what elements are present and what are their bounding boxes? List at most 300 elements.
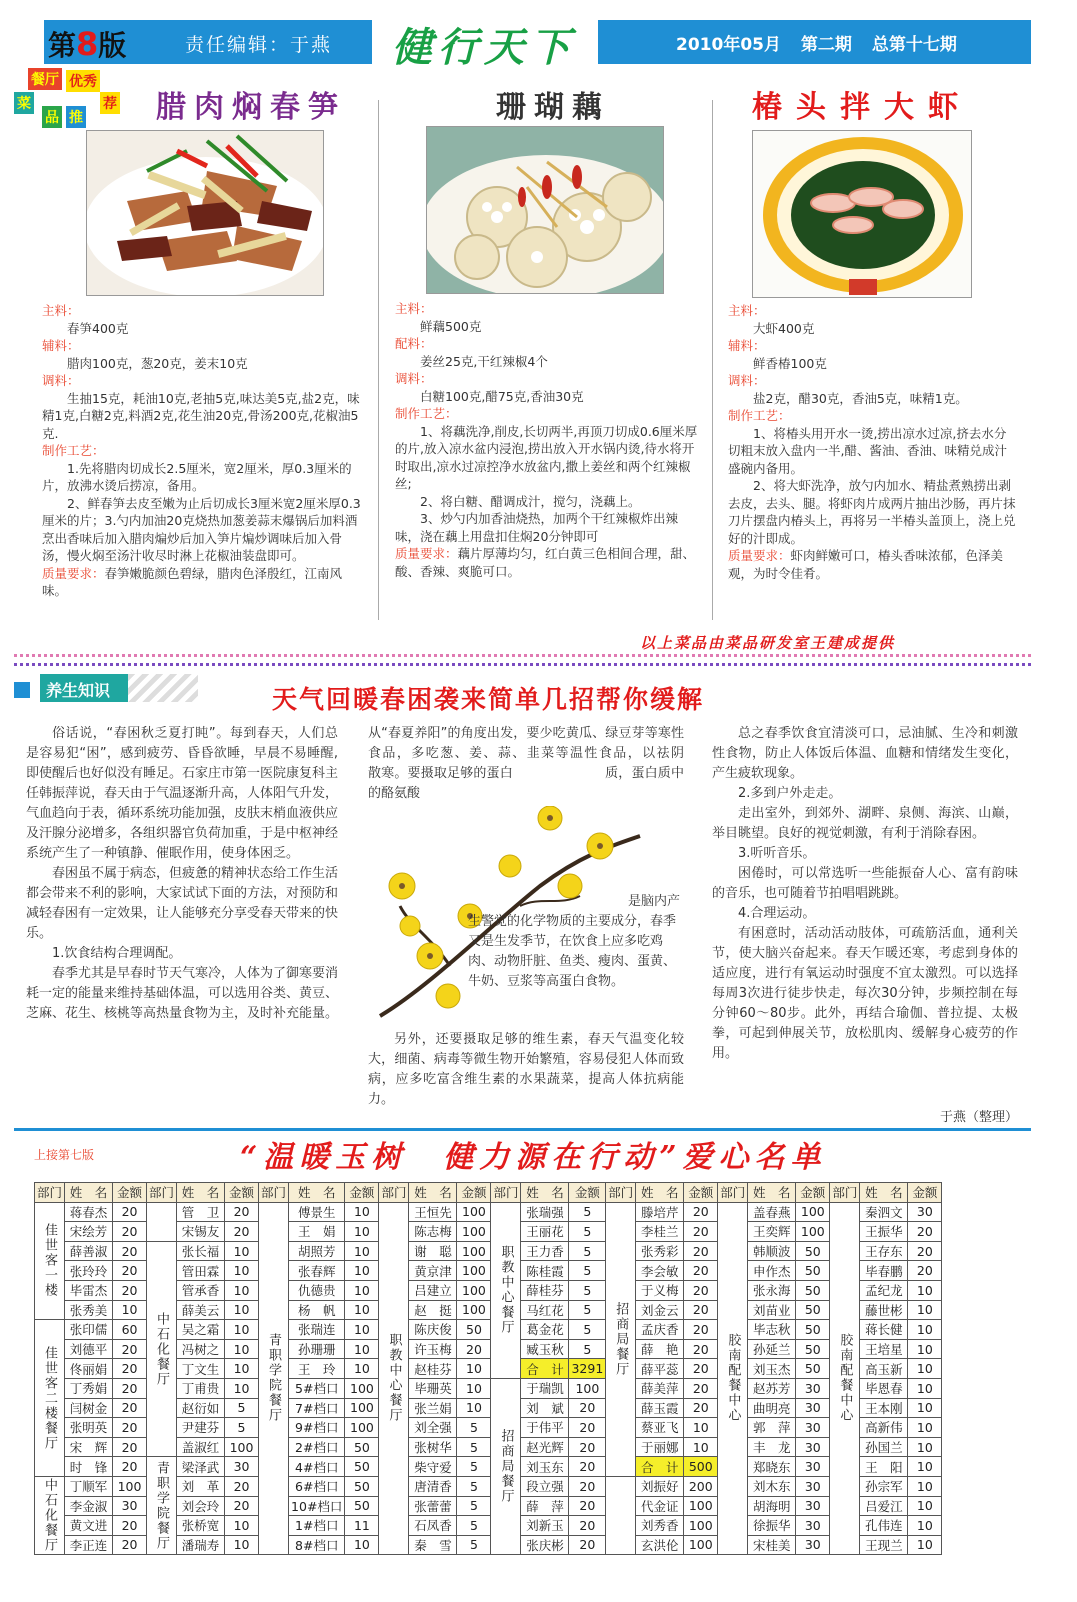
health-paragraph: 总之春季饮食宜清淡可口，忌油腻、生冷和刺激性食物，防止人体饭后体温、血糖和情绪发生变化，产生疲软现象。 — [712, 726, 1018, 781]
donor-amount: 20 — [569, 1516, 606, 1536]
recipe-text: 鲜香椿100克 — [728, 355, 827, 371]
section-square-icon — [14, 682, 30, 698]
recipe-line — [42, 460, 366, 495]
recipe-text: 藕片厚薄均匀，红白黄三色相间合理，甜、酸、香辣、爽脆可口。 — [395, 546, 696, 579]
donor-amount: 20 — [569, 1418, 606, 1438]
donor-amount: 20 — [684, 1280, 718, 1300]
donor-amount: 20 — [684, 1202, 718, 1222]
donor-name: 张树华 — [409, 1437, 457, 1457]
donor-name: 刘木东 — [748, 1476, 796, 1496]
donor-name: 柴守爱 — [409, 1457, 457, 1477]
recipe-line — [395, 405, 701, 423]
donor-amount: 20 — [684, 1300, 718, 1320]
donor-name: 李会敏 — [636, 1261, 684, 1281]
donor-amount: 20 — [113, 1437, 147, 1457]
donor-name: 王振华 — [860, 1222, 908, 1242]
donor-amount: 10 — [457, 1359, 491, 1379]
recipe-text: 盐2克，醋30克，香油5克，味精1克。 — [728, 390, 968, 406]
department-cell: 青职学院餐厅 — [147, 1457, 177, 1555]
donor-amount: 30 — [796, 1378, 830, 1398]
donor-name: 闫树金 — [65, 1398, 113, 1418]
donor-amount: 20 — [569, 1476, 606, 1496]
donor-name: 臧玉秋 — [521, 1339, 569, 1359]
donor-amount: 20 — [569, 1496, 606, 1516]
donor-amount: 100 — [457, 1241, 491, 1261]
donor-amount: 10 — [225, 1535, 259, 1555]
recommend-tag: 餐厅 优秀 菜 品 推 荐 — [14, 68, 124, 126]
table-header: 姓 名 — [636, 1183, 684, 1203]
donor-amount: 10 — [908, 1300, 942, 1320]
department-cell: 中石化餐厅 — [147, 1241, 177, 1457]
donor-name: 张桥宽 — [177, 1516, 225, 1536]
donor-amount: 20 — [225, 1496, 259, 1516]
health-paragraph: 困倦时，可以常选听一些能振奋人心、富有韵味的音乐，也可随着节拍唱唱跳跳。 — [712, 866, 1018, 901]
recipe-label: 辅料： — [728, 338, 766, 353]
donor-name: 冯树之 — [177, 1339, 225, 1359]
donor-amount: 10 — [225, 1300, 259, 1320]
health-col2-para-b: 是脑内产生警觉的化学物质的主要成分，春季又是生发季节，在饮食上应多吃鸡肉、动物肝脏、鱼类、瘦肉、蛋黄、牛奶、豆浆等高蛋白食物。 — [468, 894, 681, 989]
donor-amount: 5 — [457, 1535, 491, 1555]
donor-amount: 10 — [908, 1398, 942, 1418]
recipe-divider-1 — [378, 100, 379, 620]
table-header: 姓 名 — [177, 1183, 225, 1203]
donor-amount: 20 — [684, 1261, 718, 1281]
donor-name: 曲明亮 — [748, 1398, 796, 1418]
recipe-text: 春笋嫩脆颜色碧绿，腊肉色泽殷红，江南风味。 — [42, 565, 343, 598]
recipe-line — [395, 353, 701, 371]
donor-name: 薛 萍 — [521, 1496, 569, 1516]
donor-amount: 20 — [113, 1202, 147, 1222]
table-header: 部门 — [491, 1183, 521, 1203]
donor-name: 王本刚 — [860, 1398, 908, 1418]
donor-name: 宋桂美 — [748, 1535, 796, 1555]
recipe-label: 质量要求： — [42, 565, 105, 581]
donor-amount: 20 — [569, 1437, 606, 1457]
recipe-label: 制作工艺： — [395, 406, 458, 421]
donor-amount: 20 — [569, 1457, 606, 1477]
donor-amount: 100 — [345, 1378, 379, 1398]
donor-name: 梁泽武 — [177, 1457, 225, 1477]
table-header: 姓 名 — [521, 1183, 569, 1203]
donor-name: 高新伟 — [860, 1418, 908, 1438]
recipe-line — [395, 493, 701, 511]
donor-name: 潘瑞寿 — [177, 1535, 225, 1555]
health-paragraph: 3.听听音乐。 — [738, 846, 816, 861]
donor-name: 孟庆香 — [636, 1320, 684, 1340]
donor-name: 时 锋 — [65, 1457, 113, 1477]
recipe-text: 春笋400克 — [42, 320, 129, 336]
recipe-text: 2、将大虾洗净，放勺内加水、精盐煮熟捞出剥去皮，去头、腿。将虾肉片成两片抽出沙肠，再片抹刀片摆盘内椿头上，再将另一半椿头盖顶上，浇上兑好的汁即成。 — [728, 478, 1016, 546]
donor-name: 丁甫贵 — [177, 1378, 225, 1398]
donor-name: 毕恩春 — [860, 1378, 908, 1398]
donor-name: 王培星 — [860, 1339, 908, 1359]
donor-name: 吴之霜 — [177, 1320, 225, 1340]
issue-info: 2010年05月 第二期 总第十七期 — [676, 35, 957, 55]
table-header: 姓 名 — [65, 1183, 113, 1203]
donor-amount: 100 — [345, 1418, 379, 1438]
donor-amount: 50 — [796, 1339, 830, 1359]
donor-amount: 30 — [796, 1535, 830, 1555]
health-paragraph: 俗话说，“春困秋乏夏打盹”。每到春天，人们总是容易犯“困”，感到疲劳、昏昏欲睡，早晨不易睡醒,即使醒后也好似没有睡足。石家庄市第一医院康复科主任韩振萍说，春天由于气温逐渐升高，人体阳气升发，气血趋向于表，循环系统功能加强，皮肤末梢血液供应及汗腺分泌增多，各组织器官负荷加重，于是中枢神经系统产生了一种镇静、催眠作用，使身体困乏。 — [26, 726, 339, 861]
table-row — [35, 1202, 942, 1222]
recipe-label: 质量要求： — [395, 546, 458, 561]
recipe-line — [728, 547, 1018, 582]
department-cell: 佳世客二楼餐厅 — [35, 1320, 65, 1477]
donor-amount: 5 — [225, 1418, 259, 1438]
donor-amount: 30 — [796, 1398, 830, 1418]
donor-amount: 20 — [908, 1222, 942, 1242]
donor-name: 张玲玲 — [65, 1261, 113, 1281]
recipe-line — [42, 320, 366, 338]
table-header: 金额 — [569, 1183, 606, 1203]
donor-amount: 100 — [457, 1280, 491, 1300]
donor-name: 孙珊珊 — [289, 1339, 345, 1359]
health-paragraph: 走出室外，到郊外、湖畔、泉侧、海滨、山巅，举目眺望。良好的视觉刺激，有利于消除春困。 — [712, 806, 1018, 841]
donor-name: 盖淑红 — [177, 1437, 225, 1457]
health-column-2c — [368, 1030, 684, 1110]
donor-name: 张永海 — [748, 1280, 796, 1300]
donor-amount: 30 — [225, 1457, 259, 1477]
recipe-line — [728, 372, 1018, 390]
edition-number: 第8版 — [48, 25, 127, 63]
donor-amount: 20 — [113, 1535, 147, 1555]
donor-name: 10#档口 — [289, 1496, 345, 1516]
table-header: 部门 — [830, 1183, 860, 1203]
donor-amount: 20 — [684, 1359, 718, 1379]
recipe-text: 1、将椿头用开水一烫,捞出凉水过凉,挤去水分切粗末放入盘内一半,醋、酱油、香油、味精兑成汁盛碗内备用。 — [728, 425, 1007, 476]
donor-title: “温暖玉树 健力源在行动”爱心名单 — [240, 1140, 827, 1175]
donor-name: 韩顺波 — [748, 1241, 796, 1261]
table-header: 姓 名 — [289, 1183, 345, 1203]
donor-amount: 10 — [908, 1320, 942, 1340]
recipe-text-2 — [395, 300, 701, 580]
donor-name: 王 玲 — [289, 1359, 345, 1379]
donor-name: 滕培芹 — [636, 1202, 684, 1222]
donor-amount: 20 — [684, 1398, 718, 1418]
table-header: 金额 — [796, 1183, 830, 1203]
recipe-text: 2、将白糖、醋调成汁，搅匀，浇藕上。 — [395, 493, 641, 509]
health-col2-para-c: 另外，还要摄取足够的维生素，春天气温变化较大，细菌、病毒等微生物开始繁殖，容易侵犯人体而致病，应多吃富含维生素的水果蔬菜，提高人体抗病能力。 — [368, 1032, 684, 1107]
donor-amount: 10 — [457, 1378, 491, 1398]
recipe-line — [42, 302, 366, 320]
donor-table — [34, 1182, 942, 1555]
donor-amount: 20 — [225, 1476, 259, 1496]
donor-name: 张长福 — [177, 1241, 225, 1261]
donor-name: 丁秀娟 — [65, 1378, 113, 1398]
donor-amount: 20 — [225, 1202, 259, 1222]
department-cell — [606, 1476, 636, 1554]
donor-amount: 11 — [345, 1516, 379, 1536]
donor-name: 张秀彩 — [636, 1241, 684, 1261]
recipe-line — [395, 423, 701, 493]
donor-name: 宋锡友 — [177, 1222, 225, 1242]
donor-amount: 10 — [345, 1300, 379, 1320]
donor-name: 王存东 — [860, 1241, 908, 1261]
recipe-line — [42, 390, 366, 443]
donor-name: 丰 龙 — [748, 1437, 796, 1457]
donor-amount: 10 — [345, 1222, 379, 1242]
donor-name: 赵 挺 — [409, 1300, 457, 1320]
donor-name: 张春辉 — [289, 1261, 345, 1281]
department-cell: 招商局餐厅 — [491, 1378, 521, 1554]
recipe-line — [42, 565, 366, 600]
donor-name: 高玉新 — [860, 1359, 908, 1379]
brand-title: 健行天下 — [392, 24, 576, 71]
donor-name: 蒋长健 — [860, 1320, 908, 1340]
table-header: 金额 — [225, 1183, 259, 1203]
health-paragraph: 春困虽不属于病态，但疲惫的精神状态给工作生活都会带来不利的影响，大家试试下面的方法，对预防和减轻春困有一定效果，让人能够充分享受春天带来的快乐。 — [26, 866, 339, 941]
donor-name: 6#档口 — [289, 1476, 345, 1496]
donor-amount: 50 — [796, 1261, 830, 1281]
donor-name: 王现兰 — [860, 1535, 908, 1555]
photo-bacon-bamboo — [86, 130, 324, 296]
donor-name: 张瑞连 — [289, 1320, 345, 1340]
donor-amount: 5 — [569, 1320, 606, 1340]
donor-amount: 50 — [796, 1241, 830, 1261]
recipe-text: 2、鲜春笋去皮至嫩为止后切成长3厘米宽2厘米厚0.3厘米的片；3.勺内加油20克烧热加葱姜蒜末爆锅后加料酒烹出香味后加入腊肉煸炒后加入笋片煸炒调味后加入骨汤，慢火焖至汤汁收尽时淋上花椒油装盘即可。 — [42, 495, 361, 563]
donor-name: 石凤香 — [409, 1516, 457, 1536]
donor-name: 刘玉杰 — [748, 1359, 796, 1379]
recipe-title-1: 腊肉焖春笋 — [156, 90, 346, 125]
donor-amount: 20 — [113, 1339, 147, 1359]
donor-amount: 100 — [113, 1476, 147, 1496]
recipe-text: 白糖100克,醋75克,香油30克 — [395, 388, 584, 404]
donor-name: 王恒先 — [409, 1202, 457, 1222]
donor-name: 薛美萍 — [636, 1378, 684, 1398]
donor-amount: 20 — [908, 1241, 942, 1261]
donor-name: 薛玉霞 — [636, 1398, 684, 1418]
donor-amount: 20 — [569, 1535, 606, 1555]
department-cell: 招商局餐厅 — [606, 1202, 636, 1476]
donor-amount: 20 — [113, 1280, 147, 1300]
donor-amount: 20 — [684, 1320, 718, 1340]
donor-name: 刘 革 — [177, 1476, 225, 1496]
photo-shrimp-toona — [752, 130, 972, 298]
donor-name: 黄文进 — [65, 1516, 113, 1536]
donor-amount: 10 — [908, 1418, 942, 1438]
donor-name: 丁文生 — [177, 1359, 225, 1379]
donor-amount: 50 — [796, 1320, 830, 1340]
donor-amount: 10 — [908, 1535, 942, 1555]
donor-amount: 10 — [457, 1398, 491, 1418]
health-col2-para-a: 从“春夏养阳”的角度出发，要少吃黄瓜、绿豆芽等寒性食品，多吃葱、姜、蒜、韭菜等温性食品，以祛阴 散寒。要摄取足够的蛋白 质，蛋白质中的酪氨酸 — [368, 726, 724, 801]
donor-name: 藤世彬 — [860, 1300, 908, 1320]
donor-name: 尹建芬 — [177, 1418, 225, 1438]
donor-name: 王 阳 — [860, 1457, 908, 1477]
recipe-label: 主料： — [42, 303, 80, 318]
donor-name: 宋绘芳 — [65, 1222, 113, 1242]
donor-name: 秦 雪 — [409, 1535, 457, 1555]
donor-amount: 5 — [457, 1437, 491, 1457]
donor-amount: 20 — [113, 1457, 147, 1477]
table-header: 姓 名 — [860, 1183, 908, 1203]
donor-amount: 10 — [684, 1418, 718, 1438]
department-cell: 职教中心餐厅 — [491, 1202, 521, 1378]
donor-name: 陈庆俊 — [409, 1320, 457, 1340]
donor-amount: 20 — [225, 1222, 259, 1242]
table-header: 金额 — [345, 1183, 379, 1203]
donor-name: 佟丽娟 — [65, 1359, 113, 1379]
donor-amount: 20 — [113, 1359, 147, 1379]
donor-amount: 20 — [113, 1398, 147, 1418]
table-header: 金额 — [684, 1183, 718, 1203]
donor-amount: 20 — [684, 1378, 718, 1398]
donor-amount: 10 — [225, 1241, 259, 1261]
total-label: 合 计 — [636, 1457, 684, 1477]
donor-amount: 20 — [684, 1241, 718, 1261]
donor-name: 赵桂芬 — [409, 1359, 457, 1379]
donor-name: 赵光辉 — [521, 1437, 569, 1457]
recipe-label: 配料： — [395, 336, 433, 351]
donor-amount: 5 — [225, 1398, 259, 1418]
recipe-label: 质量要求： — [728, 548, 791, 563]
donor-name: 9#档口 — [289, 1418, 345, 1438]
donor-amount: 10 — [908, 1496, 942, 1516]
donor-name: 盖春燕 — [748, 1202, 796, 1222]
donor-name: 杨 帆 — [289, 1300, 345, 1320]
recipe-text: 腊肉100克，葱20克，姜末10克 — [42, 355, 248, 371]
donor-name: 傅景生 — [289, 1202, 345, 1222]
recipe-line — [728, 477, 1018, 547]
health-column-1 — [26, 724, 338, 1024]
donor-amount: 50 — [345, 1457, 379, 1477]
section-tag-stripe — [128, 674, 198, 702]
donor-name: 蔡亚飞 — [636, 1418, 684, 1438]
recipe-line — [728, 355, 1018, 373]
recipe-text: 3、炒勺内加香油烧热，加两个干红辣椒炸出辣味，浇在藕上用盘扣住焖20分钟即可 — [395, 511, 678, 544]
recipe-label: 制作工艺： — [42, 443, 105, 458]
donor-amount: 10 — [908, 1378, 942, 1398]
recipe-text-3 — [728, 302, 1018, 582]
recipe-line — [395, 545, 701, 580]
table-header: 金额 — [457, 1183, 491, 1203]
donor-name: 2#档口 — [289, 1437, 345, 1457]
donor-name: 毕雷杰 — [65, 1280, 113, 1300]
donor-amount: 10 — [225, 1261, 259, 1281]
donor-name: 申作杰 — [748, 1261, 796, 1281]
donor-amount: 30 — [796, 1516, 830, 1536]
donor-amount: 100 — [457, 1202, 491, 1222]
donor-amount: 30 — [796, 1457, 830, 1477]
table-header: 部门 — [379, 1183, 409, 1203]
donor-amount: 10 — [225, 1516, 259, 1536]
donor-amount: 20 — [569, 1398, 606, 1418]
recipe-line — [728, 302, 1018, 320]
recipe-text-1 — [42, 302, 366, 600]
donor-amount: 100 — [796, 1222, 830, 1242]
donor-name: 于伟平 — [521, 1418, 569, 1438]
editor-credit: 责任编辑：于燕 — [185, 34, 333, 56]
department-cell: 青职学院餐厅 — [259, 1202, 289, 1555]
donor-amount: 20 — [908, 1261, 942, 1281]
donor-name: 孙国兰 — [860, 1437, 908, 1457]
donor-amount: 5 — [569, 1222, 606, 1242]
health-paragraph: 1.饮食结构合理调配。 — [52, 946, 182, 961]
recipe-line — [42, 495, 366, 565]
donor-amount: 10 — [908, 1516, 942, 1536]
donor-name: 吕建立 — [409, 1280, 457, 1300]
recipe-text: 姜丝25克,干红辣椒4个 — [395, 353, 548, 369]
department-cell: 胶南配餐中心 — [830, 1202, 860, 1555]
donor-amount: 10 — [225, 1359, 259, 1379]
donor-name: 孙宗军 — [860, 1476, 908, 1496]
donor-amount: 10 — [908, 1437, 942, 1457]
donor-amount: 5 — [569, 1241, 606, 1261]
donor-name: 刘会玲 — [177, 1496, 225, 1516]
table-header: 姓 名 — [409, 1183, 457, 1203]
donor-amount: 10 — [113, 1300, 147, 1320]
donor-amount: 5 — [569, 1202, 606, 1222]
donor-name: 毕春鹏 — [860, 1261, 908, 1281]
donor-name: 王奕辉 — [748, 1222, 796, 1242]
donor-name: 丁顺军 — [65, 1476, 113, 1496]
donor-name: 代金证 — [636, 1496, 684, 1516]
recipe-text: 鲜藕500克 — [395, 318, 482, 334]
donor-amount: 10 — [345, 1320, 379, 1340]
donor-amount: 100 — [457, 1300, 491, 1320]
table-header: 部门 — [606, 1183, 636, 1203]
recipe-line — [728, 320, 1018, 338]
donor-name: 张蕾蕾 — [409, 1496, 457, 1516]
total-label: 合 计 — [521, 1359, 569, 1379]
donor-name: 孔伟连 — [860, 1516, 908, 1536]
donor-name: 蒋春杰 — [65, 1202, 113, 1222]
recipe-line — [42, 355, 366, 373]
donor-name: 王 娟 — [289, 1222, 345, 1242]
donor-amount: 30 — [113, 1496, 147, 1516]
donor-name: 谢 聪 — [409, 1241, 457, 1261]
recipe-line — [42, 442, 366, 460]
donor-amount: 5 — [457, 1457, 491, 1477]
donor-name: 吕爱江 — [860, 1496, 908, 1516]
donor-name: 徐振华 — [748, 1516, 796, 1536]
donor-name: 孟纪龙 — [860, 1280, 908, 1300]
continued-note: 上接第七版 — [34, 1148, 95, 1162]
donor-name: 4#档口 — [289, 1457, 345, 1477]
donor-name: 唐清香 — [409, 1476, 457, 1496]
donor-name: 段立强 — [521, 1476, 569, 1496]
donor-amount: 10 — [225, 1280, 259, 1300]
donor-name: 毕志秋 — [748, 1320, 796, 1340]
donor-name: 1#档口 — [289, 1516, 345, 1536]
health-paragraph: 2.多到户外走走。 — [738, 786, 842, 801]
health-column-2b — [468, 892, 684, 992]
donor-name: 刘 斌 — [521, 1398, 569, 1418]
donor-amount: 50 — [457, 1320, 491, 1340]
health-paragraph: 4.合理运动。 — [738, 906, 816, 921]
donor-name: 于丽娜 — [636, 1437, 684, 1457]
recipe-label: 制作工艺： — [728, 408, 791, 423]
health-column-3 — [712, 724, 1018, 1064]
donor-amount: 10 — [345, 1535, 379, 1555]
health-column-2 — [368, 724, 724, 804]
donor-amount: 20 — [457, 1339, 491, 1359]
donor-amount: 50 — [345, 1476, 379, 1496]
donor-name: 5#档口 — [289, 1378, 345, 1398]
donor-amount: 10 — [908, 1457, 942, 1477]
donor-amount: 10 — [345, 1359, 379, 1379]
table-header: 部门 — [718, 1183, 748, 1203]
donor-name: 薛 艳 — [636, 1339, 684, 1359]
donor-amount: 5 — [569, 1280, 606, 1300]
recipe-line — [42, 372, 366, 390]
recipe-line — [395, 300, 701, 318]
donor-amount: 100 — [345, 1398, 379, 1418]
health-paragraph: 有困意时，活动活动肢体，可疏筋活血，通利关节，使大脑兴奋起来。春天乍暖还寒，考虑到身体的适应度，进行有氧运动时强度不宜太激烈。可以选择每周3次进行徒步快走，每次30分钟，步频控制在每分钟60～80步。此外，再结合瑜伽、普拉提、太极拳，可起到伸展关节，放松肌肉、缓解身心疲劳的作用。 — [712, 926, 1018, 1061]
donor-name: 毕珊英 — [409, 1378, 457, 1398]
donor-name: 宋 辉 — [65, 1437, 113, 1457]
section-rule — [14, 1128, 1031, 1131]
